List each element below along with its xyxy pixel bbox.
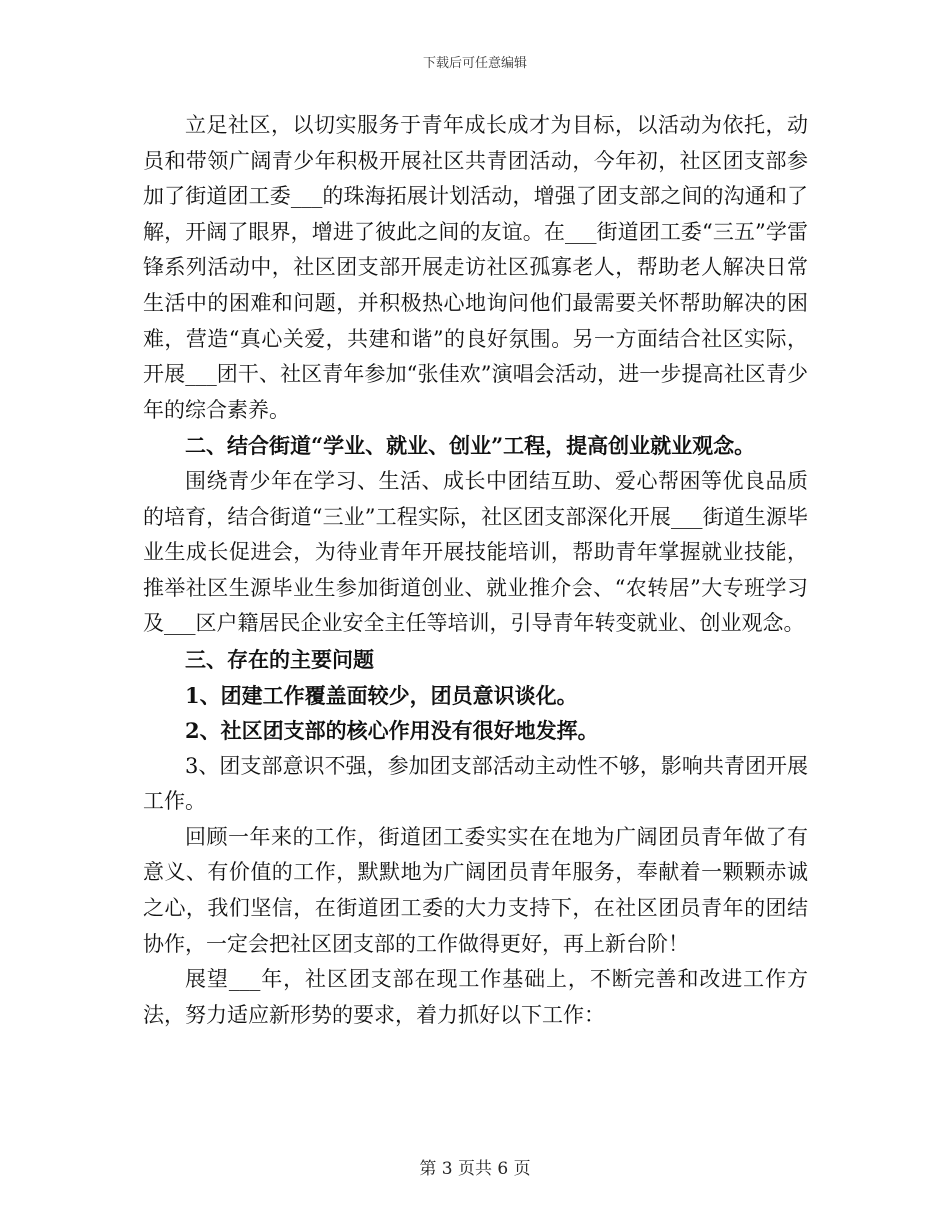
problem-item-2: 2、社区团支部的核心作用没有很好地发挥。 <box>185 718 599 744</box>
page-footer: 第 3 页共 6 页 <box>419 1159 531 1179</box>
page-header: 下载后可任意编辑 <box>422 56 527 71</box>
paragraph-community-activities: 立足社区，以切实服务于青年成长成才为目标，以活动为依托，动员和带领广阔青少年积极开展社区共青团活动，今年初，社区团支部参加了街道团工委___的珠海拓展计划活动，增强了团支部之间的沟通和了解，开阔了眼界，增进了彼此之间的友谊。在___街道团工委“三五”学雷锋系列活动中，社区团支部开展走访社区孤寡老人，帮助老人解决日常生活中的困难和问题，并积极热心地询问他们最需要关怀帮助解决的困难，营造“真心关爱，共建和谐”的良好氛围。另一方面结合社区实际，开展___团干、社区青年参加“张佳欢”演唱会活动，进一步提高社区青少年的综合素养。 <box>143 113 808 422</box>
paragraph-outlook: 展望___年，社区团支部在现工作基础上，不断完善和改进工作方法，努力适应新形势的要求，着力抓好以下工作： <box>143 967 808 1027</box>
paragraph-employment: 围绕青少年在学习、生活、成长中团结互助、爱心帮困等优良品质的培育，结合街道“三业”工程实际，社区团支部深化开展___街道生源毕业生成长促进会，为待业青年开展技能培训，帮助青年掌握就业技能，推举社区生源毕业生参加街道创业、就业推介会、“农转居”大专班学习及___区户籍居民企业安全主任等培训，引导青年转变就业、创业观念。 <box>143 468 808 636</box>
section-heading-problems: 三、存在的主要问题 <box>185 646 374 672</box>
problem-item-3: 3、团支部意识不强，参加团支部活动主动性不够，影响共青团开展工作。 <box>143 753 808 814</box>
paragraph-review: 回顾一年来的工作，街道团工委实实在在地为广阔团员青年做了有意义、有价值的工作，默默地为广阔团员青年服务，奉献着一颗颗赤诚之心，我们坚信，在街道团工委的大力支持下，在社区团员青年的团结协作，一定会把社区团支部的工作做得更好，再上新台阶！ <box>143 824 808 956</box>
problem-item-1: 1、团建工作覆盖面较少，团员意识谈化。 <box>185 682 578 708</box>
document-body <box>143 108 808 1033</box>
section-heading-employment: 二、结合街道“学业、就业、创业”工程，提高创业就业观念。 <box>185 433 756 459</box>
